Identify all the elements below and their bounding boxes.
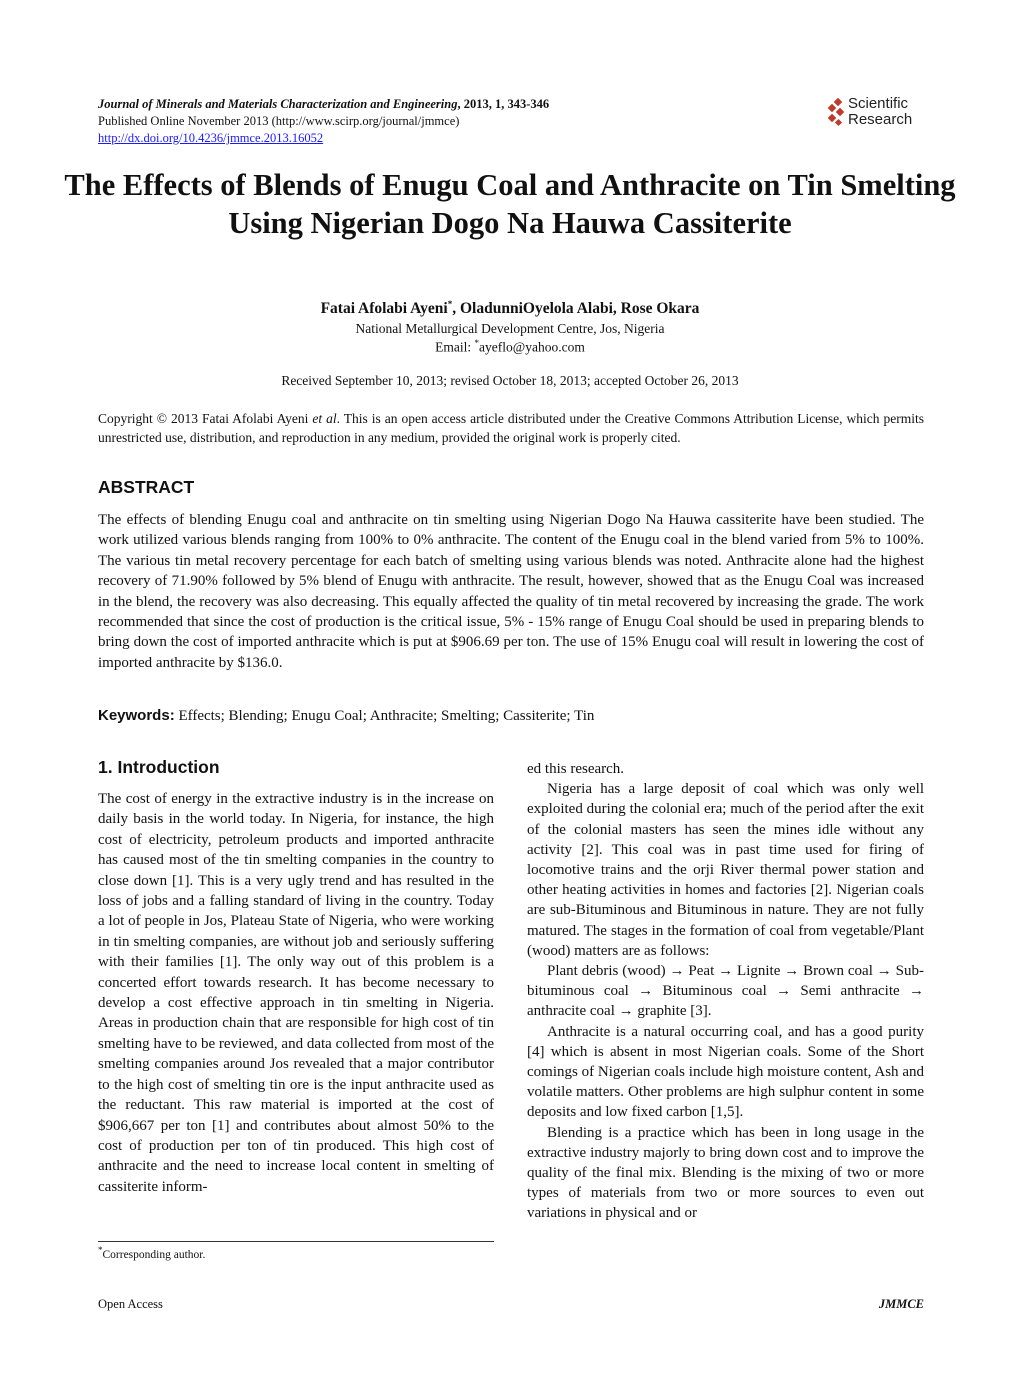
intro-paragraph-3: Anthracite is a natural occurring coal, and has a good purity [4] which is absent in most Nigerian coals. Some of the Short comings of Nigerian coals include high moisture content, Ash and volatile matters. Other problems are high sulphur content in some deposits and low fixed carbon [1,5]. [527, 1023, 924, 1121]
affiliation: National Metallurgical Development Centre, Jos, Nigeria [355, 321, 665, 336]
journal-volume: , 2013, 1, 343-346 [457, 97, 550, 111]
journal-name: Journal of Minerals and Materials Characterization and Engineering [98, 97, 458, 111]
footnote-mark: * [98, 1245, 103, 1255]
journal-citation [98, 97, 549, 112]
keywords-label: Keywords: [98, 707, 175, 724]
footnote-divider [98, 1241, 494, 1242]
intro-right-continuation: ed this research. [527, 761, 625, 777]
intro-left-column [98, 789, 494, 1197]
footnote-text: Corresponding author. [102, 1248, 206, 1261]
email-label: Email: [435, 339, 475, 355]
footer-journal-abbrev: JMMCE [878, 1297, 924, 1311]
copyright-text-b: . This is an open access article distributed under the Creative Commons Attribution License, which permits unrestricted use, distribution, and reproduction in any medium, provided the original work is properly cited. [98, 411, 924, 445]
article-title: The Effects of Blends of Enugu Coal and Anthracite on Tin Smelting Using Nigerian Dogo Na Hauwa Cassiterite [64, 168, 956, 240]
abstract-heading: ABSTRACT [98, 477, 195, 497]
intro-paragraph-1: The cost of energy in the extractive industry is in the increase on daily basis in the world today. In Nigeria, for instance, the high cost of electricity, petroleum products and imported anthracite has caused most of the tin smelting companies in the country to close down [1]. This is a very ugly trend and has resulted in the loss of jobs and a falling standard of living in the country. Today a lot of people in Jos, Plateau State of Nigeria, who were working in tin smelting companies, are without job and seriously suffering with their families [1]. The only way out of this problem is a concerted effort towards research. It has become necessary to develop a cost effective approach in tin smelting in Nigeria. Areas in production chain that are responsible for high cost of tin smelting have to be reviewed, and data collected from most of the smelting companies around Jos revealed that a major contributor to the high cost of smelting tin ore is the input anthracite used as the reductant. This raw material is imported at the cost of $906,667 per ton [1] and contributes about almost 50% to the cost of production per ton of tin produced. This high cost of anthracite and the need to increase local content in smelting of cassiterite inform- [98, 791, 494, 1195]
copyright-notice [98, 409, 924, 447]
logo-line1: Scientific [848, 95, 909, 112]
author-mark: * [447, 299, 453, 309]
received-dates: Received September 10, 2013; revised October 18, 2013; accepted October 26, 2013 [281, 373, 739, 388]
keywords-list: Effects; Blending; Enugu Coal; Anthracite; Smelting; Cassiterite; Tin [174, 708, 595, 724]
email-mark: * [474, 338, 480, 348]
copyright-text-a: Copyright © 2013 Fatai Afolabi Ayeni [98, 411, 313, 426]
email-value[interactable]: ayeflo@yahoo.com [479, 339, 585, 355]
intro-right-column [527, 759, 924, 1224]
authors-rest: , OladunniOyelola Alabi, Rose Okara [452, 300, 700, 318]
published-line: Published Online November 2013 (http://www.scirp.org/journal/jmmce) [98, 114, 460, 128]
coal-formation-sequence: Plant debris (wood) → Peat → Lignite → Brown coal → Sub-bituminous coal → Bituminous coal → Semi anthracite → anthracite coal → graphite [3]. [527, 963, 924, 1020]
logo-mark-icon [826, 98, 846, 128]
footer-open-access: Open Access [98, 1297, 163, 1311]
doi-link[interactable]: http://dx.doi.org/10.4236/jmmce.2013.16052 [98, 131, 324, 145]
email-line [60, 338, 960, 356]
abstract-body: The effects of blending Enugu coal and anthracite on tin smelting using Nigerian Dogo Na Hauwa cassiterite have been studied. The work utilized various blends ranging from 100% to 0% anthracite. The content of the Enugu coal in the blend varied from 5% to 100%. The various tin metal recovery percentage for each batch of smelting using various blends was noted. Anthracite alone had the highest recovery of 71.90% followed by 5% blend of Enugu with anthracite. The result, however, showed that as the Enugu Coal was increased in the blend, the recovery was also decreasing. This equally affected the quality of tin metal recovered by increasing the grade. The work recommended that since the cost of production is the critical issue, 5% - 15% range of Enugu Coal should be used in preparing blends to bring down the cost of imported anthracite which is put at $906.69 per ton. The use of 15% Enugu coal will result in lowering the cost of imported anthracite by $136.0. [98, 512, 924, 671]
intro-paragraph-4: Blending is a practice which has been in long usage in the extractive industry majorly to bring down cost and to improve the quality of the final mix. Blending is the mixing of two or more types of materials from two or more sources to even out variations in physical and or [527, 1124, 924, 1222]
copyright-etal: et al [312, 411, 337, 426]
logo-line2: Research [848, 111, 913, 128]
author-list [60, 299, 960, 318]
intro-paragraph-2: Nigeria has a large deposit of coal which was only well exploited during the colonial era; much of the period after the exit of the colonial masters has seen the mines idle without any activity [2]. This coal was in past time used for firing of locomotive trains and the orji River thermal power station and other heating activities in homes and factories [2]. Nigerian coals are sub-Bituminous and Bituminous in nature. They are not fully matured. The stages in the formation of coal from vegetable/Plant (wood) matters are as follows: [527, 781, 924, 959]
keywords-line [98, 707, 924, 725]
author-primary: Fatai Afolabi Ayeni [320, 300, 448, 318]
scientific-research-logo [826, 95, 926, 132]
introduction-heading: 1. Introduction [98, 757, 220, 777]
footnote [98, 1245, 205, 1261]
